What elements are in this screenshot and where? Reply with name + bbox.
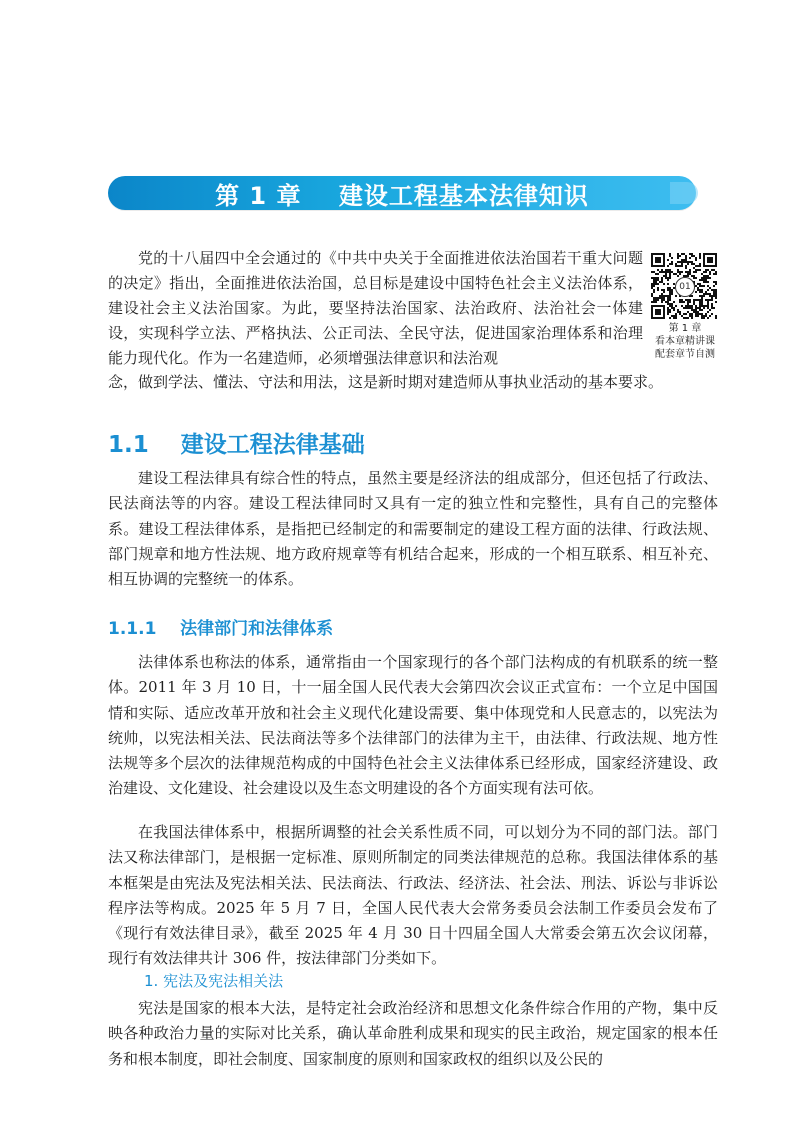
intro-paragraph: 党的十八届四中全会通过的《中共中央关于全面推进依法治国若干重大问题的决定》指出，全面推进依法治国，总目标是建设中国特色社会主义法治体系，建设社会主义法治国家。为此，要坚持法治国家、法治政府、法治社会一体建设，实现科学立法、严格执法、公正司法、全民守法，促进国家治理体系和治理能力现代化。作为一名建造师，必须增强法律意识和法治观 — [108, 249, 643, 367]
qr-code-icon[interactable] — [651, 253, 717, 319]
section-1-1-paragraph: 建设工程法律具有综合性的特点，虽然主要是经济法的组成部分，但还包括了行政法、民法商法等的内容。建设工程法律同时又具有一定的独立性和完整性，具有自己的完整体系。建设工程法律体系，是指把已经制定的和需要制定的建设工程方面的法律、行政法规、部门规章和地方性法规、地方政府规章等有机结合起来，形成的一个相互联系、相互补充、相互协调的完整统一的体系。 — [108, 469, 718, 589]
subsection-paragraph-2: 在我国法律体系中，根据所调整的社会关系性质不同，可以划分为不同的部门法。部门法又称法律部门，是根据一定标准、原则所制定的同类法律规范的总称。我国法律体系的基本框架是由宪法及宪法相关法、民法商法、行政法、经济法、社会法、刑法、诉讼与非诉讼程序法等构成。2025 年 5 月 7 日，全国人民代表大会常务委员会法制工作委员会发布了《现行有效法律目录》，截至 2025 年 4 月 30 日十四届全国人大常委会第五次会议闭幕，现行有效法律共计 306 件，按法律部门分类如下。 — [108, 823, 718, 968]
qr-code-block[interactable] — [651, 253, 719, 361]
subsection-heading-1-1-1: 1.1.1 法律部门和法律体系 — [108, 619, 334, 639]
chapter-title: 第 1 章 建设工程基本法律知识 — [215, 181, 589, 210]
qr-badge: 01 — [675, 277, 695, 297]
section-heading-1-1: 1.1 建设工程法律基础 — [108, 432, 365, 458]
qr-caption-line3: 配套章节自测 — [655, 349, 715, 360]
chapter-banner — [108, 176, 696, 210]
qr-caption — [651, 322, 719, 361]
item-heading-1: 1. 宪法及宪法相关法 — [144, 972, 284, 990]
qr-caption-line2: 看本章精讲课 — [655, 336, 715, 347]
intro-paragraph-tail: 念，做到学法、懂法、守法和用法，这是新时期对建造师从事执业活动的基本要求。 — [108, 373, 664, 391]
item-1-paragraph: 宪法是国家的根本大法，是特定社会政治经济和思想文化条件综合作用的产物，集中反映各种政治力量的实际对比关系，确认革命胜利成果和现实的民主政治，规定国家的根本任务和根本制度，即社会制度、国家制度的原则和国家政权的组织以及公民的 — [108, 999, 718, 1068]
subsection-paragraph-1: 法律体系也称法的体系，通常指由一个国家现行的各个部门法构成的有机联系的统一整体。2011 年 3 月 10 日，十一届全国人民代表大会第四次会议正式宣布：一个立足中国国情和实际、适应改革开放和社会主义现代化建设需要、集中体现党和人民意志的，以宪法为统帅，以宪法相关法、民法商法等多个法律部门的法律为主干，由法律、行政法规、地方性法规等多个层次的法律规范构成的中国特色社会主义法律体系已经形成，国家经济建设、政治建设、文化建设、社会建设以及生态文明建设的各个方面实现有法可依。 — [108, 653, 718, 798]
qr-caption-line1: 第 1 章 — [668, 323, 702, 334]
